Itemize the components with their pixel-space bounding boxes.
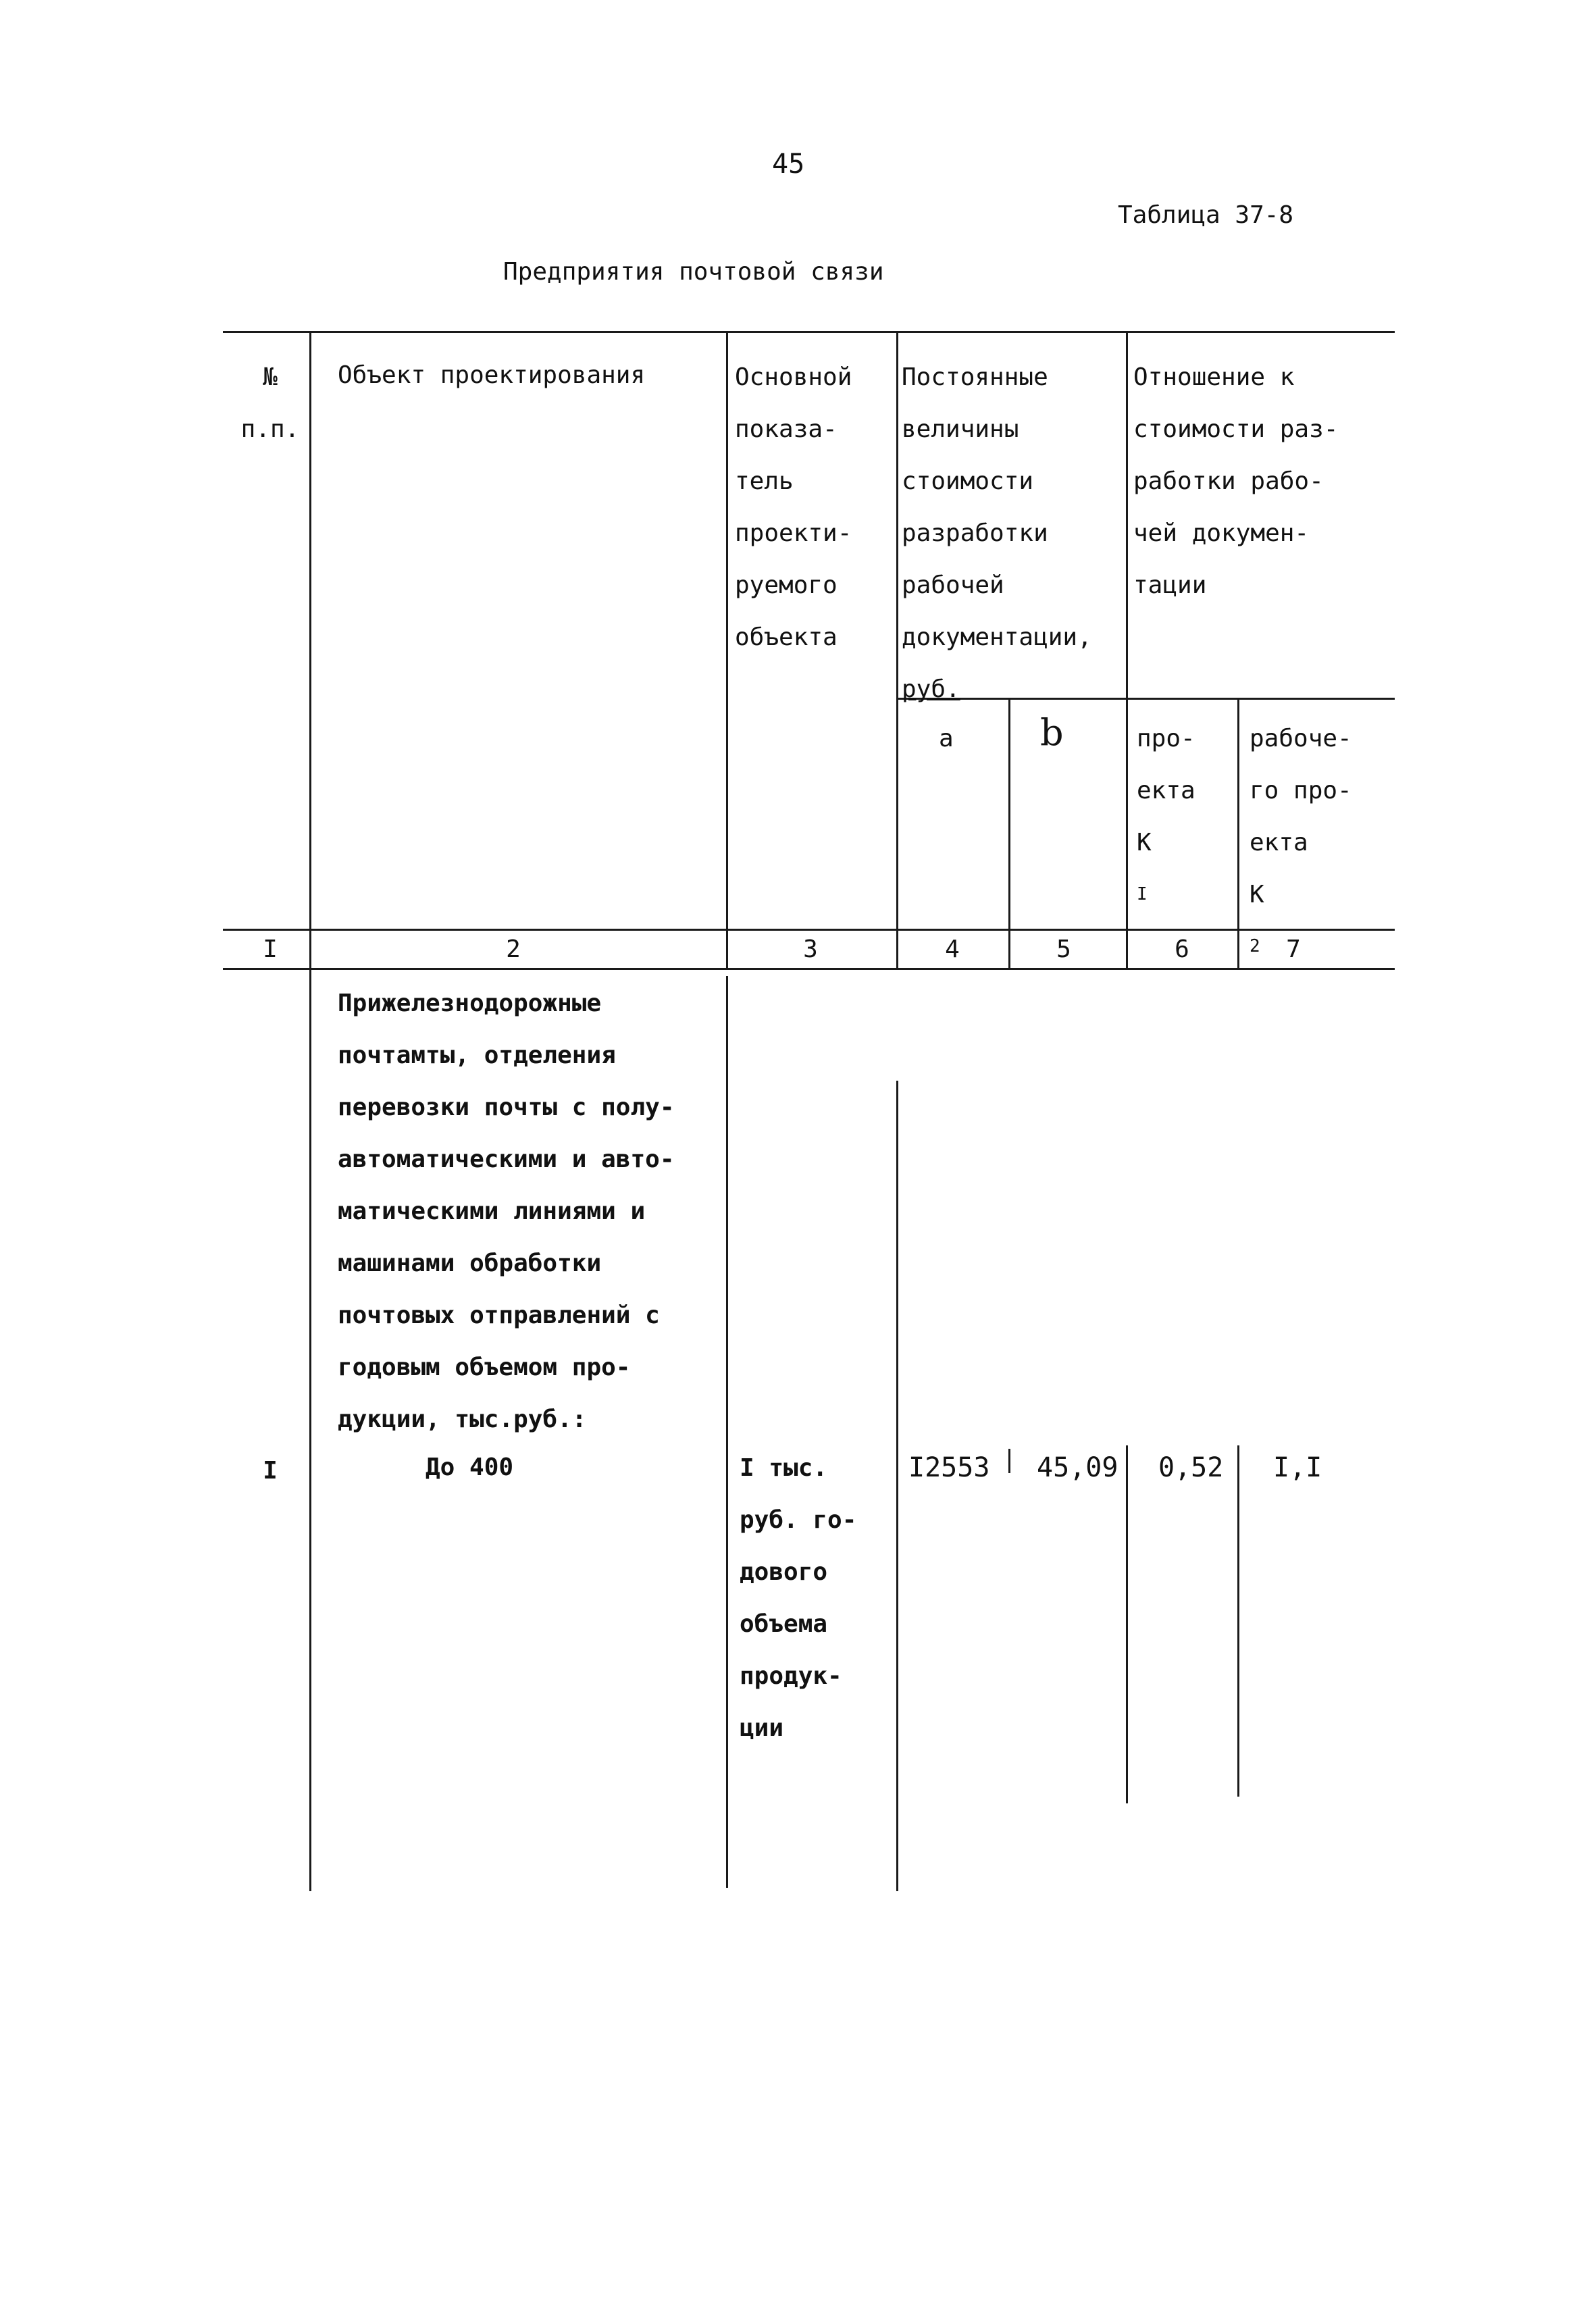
header-b: b (1040, 711, 1064, 754)
top-rule (223, 331, 1395, 333)
col-divider-3-header (896, 331, 898, 968)
page-number: 45 (772, 149, 805, 180)
header-k2-cell: рабоче- го про- екта K 2 (1250, 713, 1352, 973)
col-divider-5-header (1126, 331, 1128, 968)
row-value-a: I2553 (908, 1452, 990, 1483)
table-title: Предприятия почтовой связи (503, 258, 884, 286)
col-divider-2-body (726, 976, 728, 1888)
col-divider-6-header (1237, 698, 1239, 968)
row-value-k2: I,I (1273, 1452, 1322, 1483)
k1-subscript: I (1137, 884, 1148, 904)
column-number-3: 3 (803, 935, 818, 963)
col-divider-4-header (1008, 698, 1010, 968)
header-a: а (939, 725, 954, 752)
column-number-2: 2 (506, 935, 521, 963)
row-value-k1: 0,52 (1158, 1452, 1224, 1483)
header-ratio-cell: Отношение к стоимости раз- работки рабо- чей докумен- тации (1133, 363, 1339, 599)
column-number-rule (223, 968, 1395, 970)
column-number-7: 7 (1286, 935, 1301, 963)
column-number-6: 6 (1175, 935, 1189, 963)
header-constants-cell: Постоянные величины стоимости разработки рабочей документации, руб. (902, 363, 1092, 703)
header-indicator-cell: Основной показа- тель проекти- руемого объекта (735, 363, 852, 651)
col-divider-5-body (1126, 1445, 1128, 1803)
col-divider-3-body (896, 1081, 898, 1891)
k1-symbol: K (1137, 829, 1152, 856)
col-divider-4-tick (1008, 1449, 1010, 1473)
header-object-cell: Объект проектирования (338, 361, 646, 389)
k2-subscript: 2 (1250, 936, 1260, 956)
column-number-5: 5 (1056, 935, 1071, 963)
column-number-1: I (263, 935, 278, 963)
table-label: Таблица 37-8 (1118, 201, 1294, 229)
row-index: I (263, 1457, 278, 1485)
header-k1-cell: про- екта K I (1137, 713, 1195, 921)
col-divider-6-body (1237, 1445, 1239, 1797)
row-value-b: 45,09 (1037, 1452, 1118, 1483)
k2-symbol: K (1250, 881, 1264, 908)
column-number-4: 4 (945, 935, 960, 963)
col-divider-1 (309, 331, 311, 1891)
header-bottom-rule (223, 929, 1395, 931)
header-number-cell: № п.п. (240, 363, 300, 443)
col-divider-2-header (726, 331, 728, 968)
row-range: До 400 (426, 1454, 514, 1481)
row-description: Прижелезнодорожные почтамты, отделения перевозки почты с полу- автоматическими и авто- матическими линиями и машинами обработки почтовых отправлений с годовым объемом про- дукции, тыс.руб.: (338, 989, 675, 1433)
row-indicator: I тыс. руб. го- дового объема продук- ции (740, 1454, 857, 1742)
